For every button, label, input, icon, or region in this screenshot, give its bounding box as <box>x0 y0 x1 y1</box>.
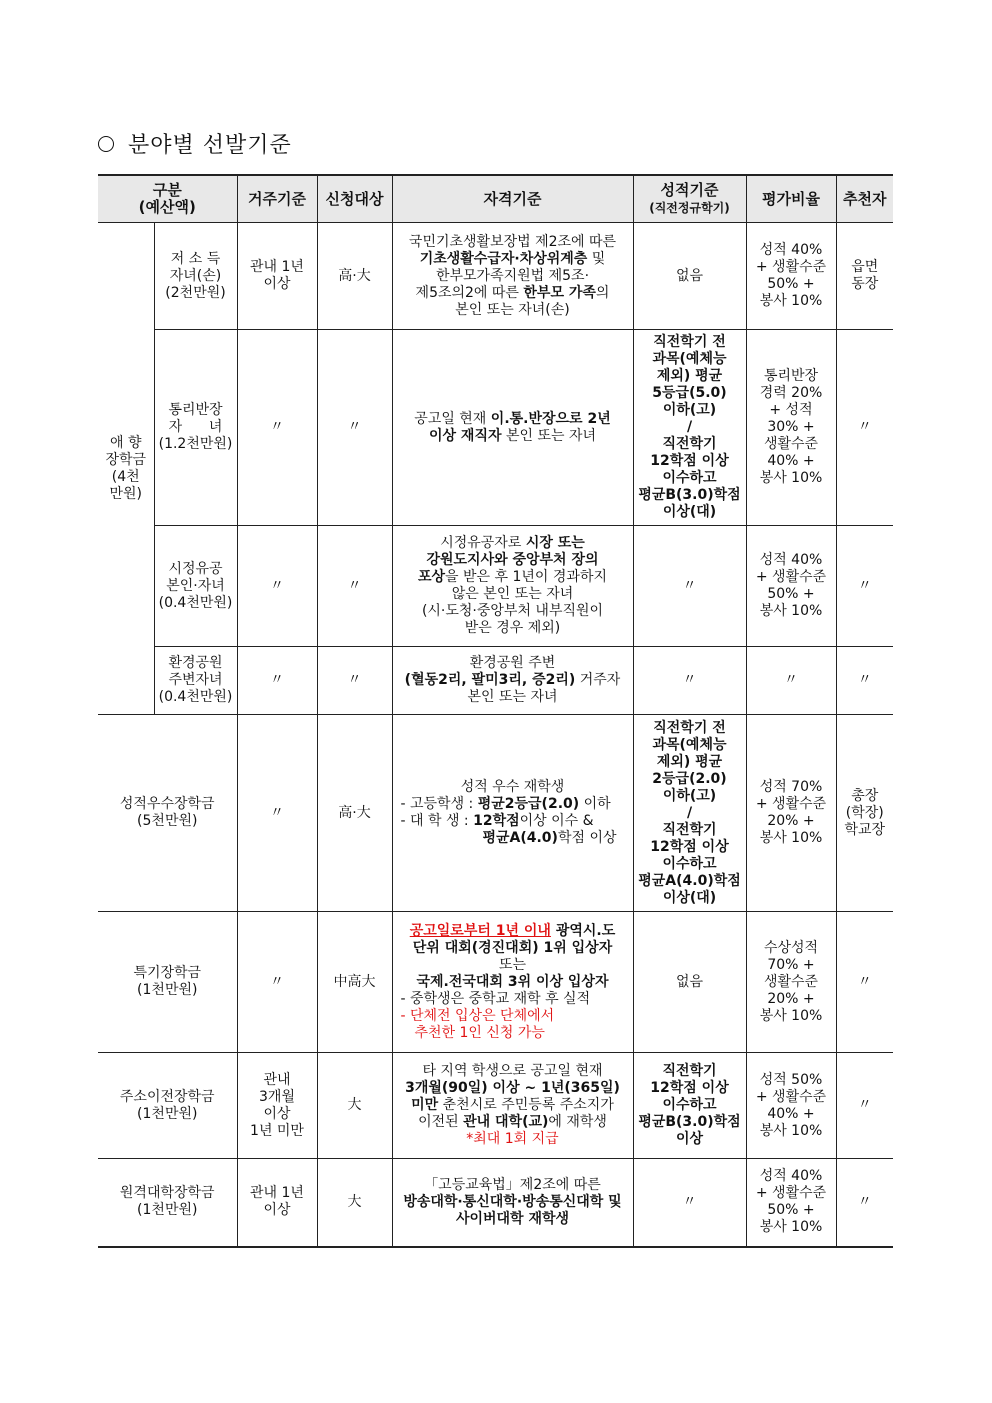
group-aehyang: 애 향 장학금 (4천 만원) <box>98 223 154 715</box>
category-cell: 성적우수장학금 (5천만원) <box>98 715 237 912</box>
grade-cell: 없음 <box>633 912 746 1053</box>
recommender-cell: 〃 <box>836 912 893 1053</box>
header-ratio: 평가비율 <box>746 175 836 223</box>
recommender-cell: 〃 <box>836 647 893 715</box>
residence-cell: 관내 3개월 이상 1년 미만 <box>237 1053 317 1159</box>
table-row-remote <box>98 1159 893 1247</box>
header-recommender: 추천자 <box>836 175 893 223</box>
target-cell: 高·大 <box>317 223 392 330</box>
table-row-relocation <box>98 1053 893 1159</box>
category-cell: 환경공원 주변자녀 (0.4천만원) <box>154 647 237 715</box>
category-cell: 원격대학장학금 (1천만원) <box>98 1159 237 1247</box>
recommender-cell: 〃 <box>836 1159 893 1247</box>
residence-cell: 〃 <box>237 715 317 912</box>
category-cell: 특기장학금 (1천만원) <box>98 912 237 1053</box>
table-row-merit <box>98 526 893 647</box>
target-cell: 〃 <box>317 647 392 715</box>
qualification-cell: 환경공원 주변 (혈동2리, 팔미3리, 증2리) 거주자 본인 또는 자녀 <box>392 647 633 715</box>
table-row-low-income <box>98 223 893 330</box>
header-grade: 성적기준 (직전정규학기) <box>633 175 746 223</box>
table-row-talent <box>98 912 893 1053</box>
grade-cell: 직전학기 12학점 이상 이수하고 평균B(3.0)학점 이상 <box>633 1053 746 1159</box>
ratio-cell: 〃 <box>746 647 836 715</box>
category-cell: 통리반장 자 녀 (1.2천만원) <box>154 330 237 526</box>
header-residence: 거주기준 <box>237 175 317 223</box>
residence-cell: 관내 1년 이상 <box>237 223 317 330</box>
ratio-cell: 성적 70% + 생활수준 20% + 봉사 10% <box>746 715 836 912</box>
grade-cell: 〃 <box>633 526 746 647</box>
table-row-excellence <box>98 715 893 912</box>
target-cell: 大 <box>317 1159 392 1247</box>
qualification-cell: 타 지역 학생으로 공고일 현재 3개월(90일) 이상 ~ 1년(365일) 미만 춘천시로 주민등록 주소지가 이전된 관내 대학(교)에 재학생 *최대 1회 지급 <box>392 1053 633 1159</box>
qualification-cell: 시정유공자로 시장 또는 강원도지사와 중앙부처 장의 포상을 받은 후 1년이 경과하지 않은 본인 또는 자녀 (시·도청·중앙부처 내부직원이 받은 경우 제외) <box>392 526 633 647</box>
header-target: 신청대상 <box>317 175 392 223</box>
recommender-cell: 〃 <box>836 1053 893 1159</box>
qualification-cell: 성적 우수 재학생 - 고등학생 : 평균2등급(2.0) 이하 - 대 학 생 : 12학점이상 이수 & 평균A(4.0)학점 이상 <box>392 715 633 912</box>
grade-cell: 직전학기 전 과목(예체능 제외) 평균 5등급(5.0) 이하(고) / 직전학기 12학점 이상 이수하고 평균B(3.0)학점 이상(대) <box>633 330 746 526</box>
header-qualification: 자격기준 <box>392 175 633 223</box>
residence-cell: 〃 <box>237 330 317 526</box>
section-title: 분야별 선발기준 <box>128 133 292 158</box>
target-cell: 大 <box>317 1053 392 1159</box>
residence-cell: 관내 1년 이상 <box>237 1159 317 1247</box>
recommender-cell: 총장 (학장) 학교장 <box>836 715 893 912</box>
residence-cell: 〃 <box>237 912 317 1053</box>
grade-cell: 직전학기 전 과목(예체능 제외) 평균 2등급(2.0) 이하(고) / 직전학기 12학점 이상 이수하고 평균A(4.0)학점 이상(대) <box>633 715 746 912</box>
circle-bullet-icon <box>98 136 114 152</box>
ratio-cell: 통리반장 경력 20% + 성적 30% + 생활수준 40% + 봉사 10% <box>746 330 836 526</box>
section-heading <box>98 128 292 159</box>
selection-criteria-table <box>98 174 893 1248</box>
ratio-cell: 성적 40% + 생활수준 50% + 봉사 10% <box>746 223 836 330</box>
qualification-cell: 공고일로부터 1년 이내 광역시.도 단위 대회(경진대회) 1위 입상자 또는 국제.전국대회 3위 이상 입상자 - 중학생은 중학교 재학 후 실적 - 단체전 입상은 단체에서 추천한 1인 신청 가능 <box>392 912 633 1053</box>
header-category: 구분 (예산액) <box>98 175 237 223</box>
category-cell: 저 소 득 자녀(손) (2천만원) <box>154 223 237 330</box>
recommender-cell: 〃 <box>836 526 893 647</box>
target-cell: 〃 <box>317 526 392 647</box>
grade-cell: 없음 <box>633 223 746 330</box>
qualification-cell: 공고일 현재 이.통.반장으로 2년 이상 재직자 본인 또는 자녀 <box>392 330 633 526</box>
ratio-cell: 수상성적 70% + 생활수준 20% + 봉사 10% <box>746 912 836 1053</box>
header-row <box>98 175 893 223</box>
ratio-cell: 성적 50% + 생활수준 40% + 봉사 10% <box>746 1053 836 1159</box>
target-cell: 高·大 <box>317 715 392 912</box>
ratio-cell: 성적 40% + 생활수준 50% + 봉사 10% <box>746 1159 836 1247</box>
qualification-cell: 국민기초생활보장법 제2조에 따른 기초생활수급자·차상위계층 및 한부모가족지원법 제5조· 제5조의2에 따른 한부모 가족의 본인 또는 자녀(손) <box>392 223 633 330</box>
category-cell: 시정유공 본인·자녀 (0.4천만원) <box>154 526 237 647</box>
recommender-cell: 〃 <box>836 330 893 526</box>
qualification-cell: 「고등교육법」제2조에 따른 방송대학·통신대학·방송통신대학 및 사이버대학 재학생 <box>392 1159 633 1247</box>
ratio-cell: 성적 40% + 생활수준 50% + 봉사 10% <box>746 526 836 647</box>
recommender-cell: 읍면 동장 <box>836 223 893 330</box>
target-cell: 〃 <box>317 330 392 526</box>
table-row-park <box>98 647 893 715</box>
category-cell: 주소이전장학금 (1천만원) <box>98 1053 237 1159</box>
grade-cell: 〃 <box>633 647 746 715</box>
grade-cell: 〃 <box>633 1159 746 1247</box>
target-cell: 中高大 <box>317 912 392 1053</box>
residence-cell: 〃 <box>237 647 317 715</box>
residence-cell: 〃 <box>237 526 317 647</box>
table-row-tongri <box>98 330 893 526</box>
